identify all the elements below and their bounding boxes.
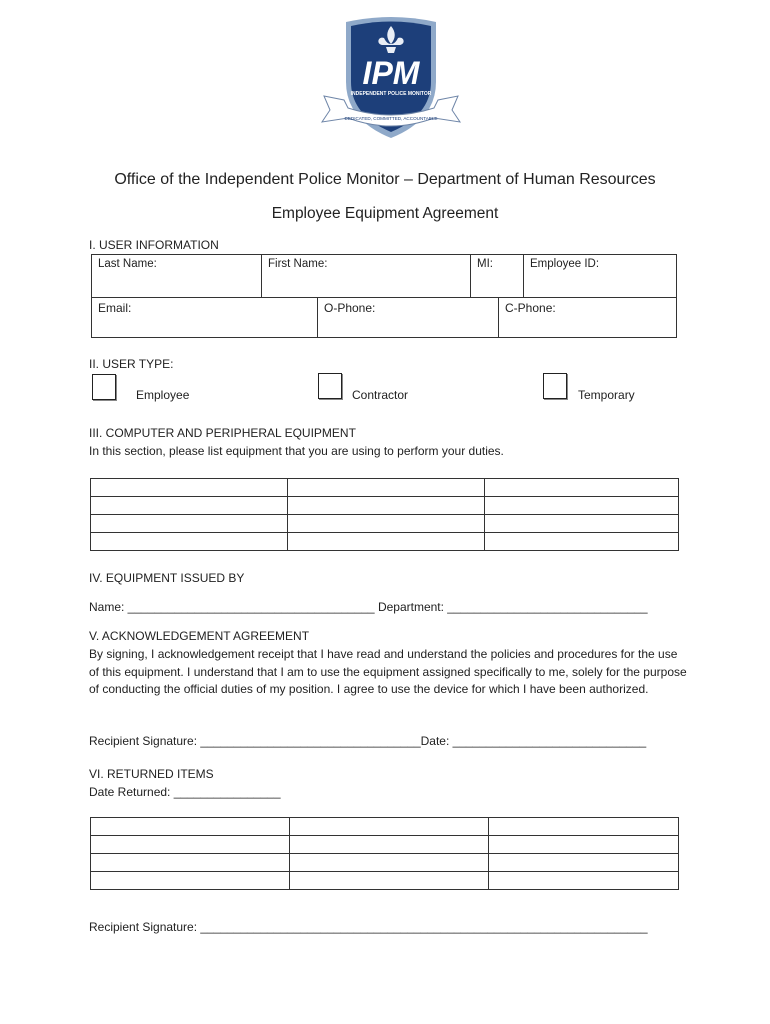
table-cell[interactable] <box>288 479 485 497</box>
c-phone-label: C-Phone: <box>505 301 556 315</box>
logo-subtitle: INDEPENDENT POLICE MONITOR <box>350 91 432 97</box>
table-cell[interactable] <box>290 854 489 872</box>
table-cell[interactable] <box>485 497 679 515</box>
contractor-checkbox[interactable] <box>318 373 342 399</box>
table-cell[interactable] <box>288 497 485 515</box>
section-issued-by-heading: IV. EQUIPMENT ISSUED BY <box>89 571 245 585</box>
table-row <box>91 818 679 836</box>
equipment-table <box>90 478 679 551</box>
table-cell[interactable] <box>91 479 288 497</box>
table-row <box>91 533 679 551</box>
table-row <box>91 854 679 872</box>
table-row <box>91 836 679 854</box>
table-cell[interactable] <box>485 533 679 551</box>
first-name-label: First Name: <box>268 258 328 270</box>
table-cell[interactable] <box>91 497 288 515</box>
table-cell[interactable] <box>91 515 288 533</box>
acknowledgement-text: By signing, I acknowledgement receipt that I have read and understand the policies and procedures for the use of this equipment. I understand that I am to use the equipment assigned specifically to me, solely for the purpose of conducting the official duties of my position. I agree to use the device for which I have been authorized. <box>89 647 687 696</box>
table-cell[interactable] <box>91 836 290 854</box>
employee-option-label: Employee <box>136 388 190 402</box>
table-cell[interactable] <box>91 533 288 551</box>
returned-recipient-signature-line[interactable]: Recipient Signature: ___________________________________________________________________ <box>89 920 648 934</box>
date-returned-line[interactable]: Date Returned: ________________ <box>89 785 281 799</box>
recipient-signature-date-line[interactable]: Recipient Signature: _________________________________Date: _____________________________ <box>89 734 647 748</box>
last-name-field[interactable] <box>91 254 262 298</box>
o-phone-field[interactable] <box>317 297 499 338</box>
email-label: Email: <box>98 301 132 315</box>
table-cell[interactable] <box>290 818 489 836</box>
table-cell[interactable] <box>489 854 679 872</box>
section-acknowledgement-heading: V. ACKNOWLEDGEMENT AGREEMENT <box>89 629 310 643</box>
logo-ribbon-text: DEDICATED, COMMITTED, ACCOUNTABLE <box>344 116 438 121</box>
table-cell[interactable] <box>489 818 679 836</box>
ipm-logo <box>318 12 464 144</box>
table-cell[interactable] <box>91 818 290 836</box>
table-cell[interactable] <box>288 533 485 551</box>
mi-field[interactable] <box>470 254 524 298</box>
table-row <box>91 515 679 533</box>
table-cell[interactable] <box>489 836 679 854</box>
o-phone-label: O-Phone: <box>324 301 376 315</box>
table-cell[interactable] <box>489 872 679 890</box>
section-user-information-heading: I. USER INFORMATION <box>89 238 219 252</box>
employee-id-field[interactable] <box>523 254 677 298</box>
first-name-field[interactable] <box>261 254 471 298</box>
table-cell[interactable] <box>290 836 489 854</box>
issued-by-name-department-line[interactable]: Name: _____________________________________ Department: ______________________________ <box>89 600 648 614</box>
email-field[interactable] <box>91 297 318 338</box>
returned-items-table <box>90 817 679 890</box>
section-equipment-instructions: In this section, please list equipment that you are using to perform your duties. <box>89 444 504 458</box>
employee-checkbox[interactable] <box>92 374 116 400</box>
logo-text: IPM <box>362 55 420 91</box>
table-row <box>91 479 679 497</box>
document-title: Office of the Independent Police Monitor – Department of Human Resources <box>114 171 656 188</box>
table-cell[interactable] <box>485 479 679 497</box>
table-cell[interactable] <box>290 872 489 890</box>
section-returned-items-heading: VI. RETURNED ITEMS <box>89 767 214 781</box>
document-subtitle: Employee Equipment Agreement <box>271 205 499 222</box>
temporary-option-label: Temporary <box>578 388 635 402</box>
c-phone-field[interactable] <box>498 297 677 338</box>
contractor-option-label: Contractor <box>352 388 409 402</box>
employee-id-label: Employee ID: <box>530 258 600 270</box>
section-user-type-heading: II. USER TYPE: <box>89 357 174 371</box>
last-name-label: Last Name: <box>98 258 157 270</box>
table-cell[interactable] <box>288 515 485 533</box>
temporary-checkbox[interactable] <box>543 373 567 399</box>
table-cell[interactable] <box>91 872 290 890</box>
table-cell[interactable] <box>91 854 290 872</box>
table-row <box>91 872 679 890</box>
table-row <box>91 497 679 515</box>
section-equipment-heading: III. COMPUTER AND PERIPHERAL EQUIPMENT <box>89 426 356 440</box>
table-cell[interactable] <box>485 515 679 533</box>
mi-label: MI: <box>477 258 493 270</box>
